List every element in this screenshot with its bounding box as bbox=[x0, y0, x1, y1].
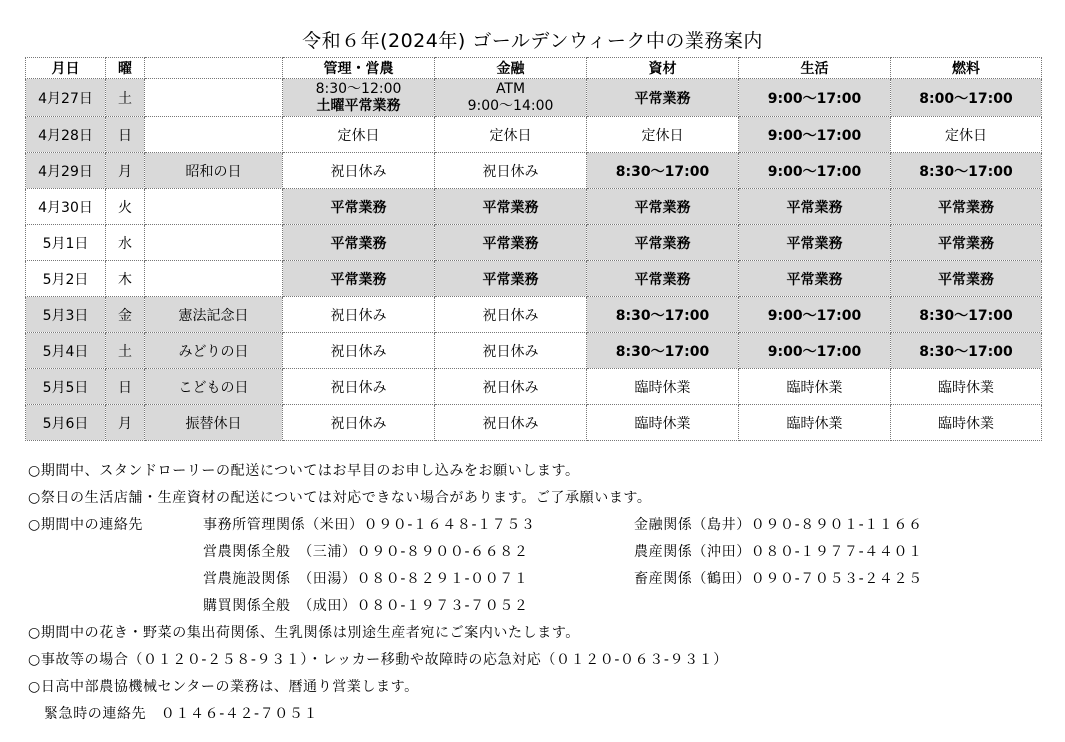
fuel-cell: 8:00～17:00 bbox=[891, 79, 1042, 117]
living-cell: 9:00～17:00 bbox=[739, 79, 891, 117]
finance-cell: 祝日休み bbox=[435, 297, 587, 333]
management-cell: 祝日休み bbox=[283, 333, 435, 369]
table-row bbox=[26, 297, 1042, 333]
living-cell: 9:00～17:00 bbox=[739, 117, 891, 153]
contact-facility: 営農施設関係 （田湯）０８０-８２９１-００７１ bbox=[203, 571, 529, 587]
finance-cell: 平常業務 bbox=[435, 225, 587, 261]
finance-cell: 祝日休み bbox=[435, 405, 587, 441]
materials-cell: 平常業務 bbox=[587, 79, 739, 117]
table-row bbox=[26, 405, 1042, 441]
date-cell: 5月2日 bbox=[26, 261, 106, 297]
holiday-cell: こどもの日 bbox=[145, 369, 283, 405]
living-cell: 9:00～17:00 bbox=[739, 333, 891, 369]
table-row bbox=[26, 79, 1042, 117]
finance-cell: 祝日休み bbox=[435, 369, 587, 405]
finance-cell bbox=[435, 79, 587, 117]
dow-cell: 月 bbox=[106, 153, 145, 189]
living-cell: 9:00～17:00 bbox=[739, 153, 891, 189]
finance-cell: 定休日 bbox=[435, 117, 587, 153]
table-header-row bbox=[26, 58, 1042, 79]
management-cell: 平常業務 bbox=[283, 225, 435, 261]
materials-cell: 8:30～17:00 bbox=[587, 333, 739, 369]
header-date: 月日 bbox=[26, 58, 106, 79]
materials-cell: 8:30～17:00 bbox=[587, 153, 739, 189]
materials-cell: 平常業務 bbox=[587, 189, 739, 225]
contact-finance: 金融関係（島井）０９０-８９０１-１１６６ bbox=[634, 517, 923, 533]
fuel-cell: 平常業務 bbox=[891, 261, 1042, 297]
holiday-cell: 振替休日 bbox=[145, 405, 283, 441]
materials-cell: 平常業務 bbox=[587, 225, 739, 261]
holiday-cell bbox=[145, 189, 283, 225]
holiday-cell: 憲法記念日 bbox=[145, 297, 283, 333]
contact-office: 事務所管理関係（米田）０９０-１６４８-１７５３ bbox=[203, 517, 536, 533]
living-cell: 平常業務 bbox=[739, 261, 891, 297]
schedule-table bbox=[25, 57, 1042, 441]
header-materials: 資材 bbox=[587, 58, 739, 79]
finance-atm-label: ATM bbox=[495, 80, 526, 97]
date-cell: 5月3日 bbox=[26, 297, 106, 333]
dow-cell: 日 bbox=[106, 369, 145, 405]
dow-cell: 土 bbox=[106, 79, 145, 117]
finance-cell: 祝日休み bbox=[435, 153, 587, 189]
date-cell: 5月4日 bbox=[26, 333, 106, 369]
finance-cell: 平常業務 bbox=[435, 261, 587, 297]
finance-atm-hours: 9:00～14:00 bbox=[467, 97, 554, 114]
living-cell: 臨時休業 bbox=[739, 405, 891, 441]
dow-cell: 火 bbox=[106, 189, 145, 225]
management-cell: 祝日休み bbox=[283, 405, 435, 441]
finance-cell: 祝日休み bbox=[435, 333, 587, 369]
fuel-cell: 定休日 bbox=[891, 117, 1042, 153]
date-cell: 4月30日 bbox=[26, 189, 106, 225]
dow-cell: 日 bbox=[106, 117, 145, 153]
header-living: 生活 bbox=[739, 58, 891, 79]
date-cell: 5月6日 bbox=[26, 405, 106, 441]
contact-farming: 営農関係全般 （三浦）０９０-８９００-６６８２ bbox=[203, 544, 529, 560]
date-cell: 4月29日 bbox=[26, 153, 106, 189]
living-cell: 臨時休業 bbox=[739, 369, 891, 405]
management-hours: 8:30～12:00 bbox=[315, 80, 402, 97]
page-title: 令和６年(2024年) ゴールデンウィーク中の業務案内 bbox=[302, 30, 763, 52]
dow-cell: 月 bbox=[106, 405, 145, 441]
note-machine-center: ○日高中部農協機械センターの業務は、暦通り営業します。 bbox=[28, 679, 419, 695]
contact-purchasing: 購買関係全般 （成田）０８０-１９７３-７０５２ bbox=[203, 598, 529, 614]
note-accident: ○事故等の場合（０１２０-２５８-９３１）・レッカー移動や故障時の応急対応（０１２０-０６３-９３１） bbox=[28, 652, 728, 668]
management-cell: 平常業務 bbox=[283, 261, 435, 297]
management-cell: 平常業務 bbox=[283, 189, 435, 225]
header-holiday bbox=[145, 58, 283, 79]
dow-cell: 水 bbox=[106, 225, 145, 261]
date-cell: 4月28日 bbox=[26, 117, 106, 153]
finance-cell: 平常業務 bbox=[435, 189, 587, 225]
fuel-cell: 8:30～17:00 bbox=[891, 333, 1042, 369]
holiday-cell: 昭和の日 bbox=[145, 153, 283, 189]
header-fuel: 燃料 bbox=[891, 58, 1042, 79]
holiday-cell bbox=[145, 225, 283, 261]
table-row bbox=[26, 261, 1042, 297]
contact-agri: 農産関係（沖田）０８０-１９７７-４４０１ bbox=[634, 544, 923, 560]
table-row bbox=[26, 153, 1042, 189]
note-holiday-delivery: ○祭日の生活店舗・生産資材の配送については対応できない場合があります。ご了承願います。 bbox=[28, 490, 652, 506]
note-delivery: ○期間中、スタンドローリーの配送についてはお早目のお申し込みをお願いします。 bbox=[28, 463, 580, 479]
management-cell bbox=[283, 79, 435, 117]
contact-livestock: 畜産関係（鶴田）０９０-７０５３-２４２５ bbox=[634, 571, 923, 587]
fuel-cell: 臨時休業 bbox=[891, 405, 1042, 441]
table-row bbox=[26, 333, 1042, 369]
date-cell: 4月27日 bbox=[26, 79, 106, 117]
management-cell: 祝日休み bbox=[283, 369, 435, 405]
fuel-cell: 8:30～17:00 bbox=[891, 153, 1042, 189]
header-management: 管理・営農 bbox=[283, 58, 435, 79]
table-row bbox=[26, 189, 1042, 225]
management-note: 土曜平常業務 bbox=[316, 97, 401, 114]
fuel-cell: 平常業務 bbox=[891, 225, 1042, 261]
management-cell: 定休日 bbox=[283, 117, 435, 153]
table-row bbox=[26, 117, 1042, 153]
note-contacts-heading: ○期間中の連絡先 bbox=[28, 517, 144, 533]
header-finance: 金融 bbox=[435, 58, 587, 79]
living-cell: 平常業務 bbox=[739, 225, 891, 261]
management-cell: 祝日休み bbox=[283, 297, 435, 333]
materials-cell: 臨時休業 bbox=[587, 369, 739, 405]
materials-cell: 臨時休業 bbox=[587, 405, 739, 441]
fuel-cell: 臨時休業 bbox=[891, 369, 1042, 405]
table-row bbox=[26, 225, 1042, 261]
header-dow: 曜 bbox=[106, 58, 145, 79]
management-cell: 祝日休み bbox=[283, 153, 435, 189]
materials-cell: 平常業務 bbox=[587, 261, 739, 297]
date-cell: 5月1日 bbox=[26, 225, 106, 261]
table-row bbox=[26, 369, 1042, 405]
holiday-cell bbox=[145, 79, 283, 117]
holiday-cell bbox=[145, 261, 283, 297]
dow-cell: 土 bbox=[106, 333, 145, 369]
holiday-cell: みどりの日 bbox=[145, 333, 283, 369]
fuel-cell: 8:30～17:00 bbox=[891, 297, 1042, 333]
holiday-cell bbox=[145, 117, 283, 153]
living-cell: 9:00～17:00 bbox=[739, 297, 891, 333]
dow-cell: 金 bbox=[106, 297, 145, 333]
living-cell: 平常業務 bbox=[739, 189, 891, 225]
materials-cell: 8:30～17:00 bbox=[587, 297, 739, 333]
date-cell: 5月5日 bbox=[26, 369, 106, 405]
dow-cell: 木 bbox=[106, 261, 145, 297]
note-emergency: 緊急時の連絡先 ０１４６-４２-７０５１ bbox=[44, 706, 319, 722]
fuel-cell: 平常業務 bbox=[891, 189, 1042, 225]
note-shipping: ○期間中の花き・野菜の集出荷関係、生乳関係は別途生産者宛にご案内いたします。 bbox=[28, 625, 580, 641]
materials-cell: 定休日 bbox=[587, 117, 739, 153]
